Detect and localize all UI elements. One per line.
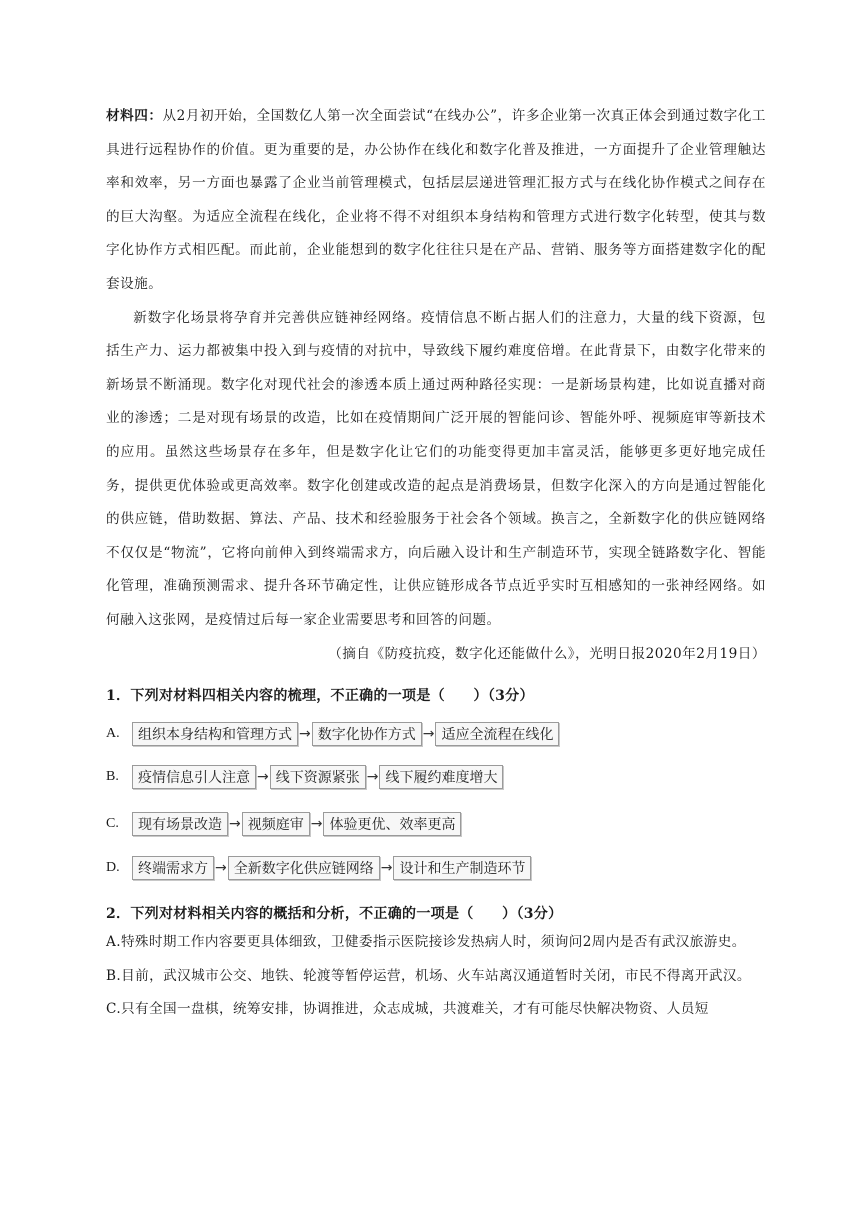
flow-step: 视频庭审: [242, 812, 310, 836]
material-four-label: 材料四：: [106, 108, 163, 124]
option-letter: A.: [106, 726, 120, 741]
right-arrow-icon: →: [229, 816, 241, 832]
question-2-option-b[interactable]: B.目前，武汉城市公交、地铁、轮渡等暂停运营，机场、火车站离汉通道暂时关闭，市民不得离开武汉。: [106, 967, 751, 984]
flow-step: 疫情信息引人注意: [132, 765, 256, 789]
material-four-paragraph-2: [106, 302, 766, 662]
source-citation: （摘自《防疫抗疫，数字化还能做什么》，光明日报2020年2月19日）: [328, 645, 766, 662]
option-letter: D.: [106, 860, 120, 875]
question-1-stem: 1．下列对材料四相关内容的梳理，不正确的一项是（ ）（3分）: [106, 688, 534, 704]
flow-step: 全新数字化供应链网络: [228, 856, 380, 880]
question-2-option-c[interactable]: C.只有全国一盘棋，统筹安排，协调推进，众志成城，共渡难关，才有可能尽快解决物资、人员短: [106, 1001, 709, 1018]
flow-step: 终端需求方: [132, 856, 214, 880]
option-letter: C.: [106, 816, 119, 831]
question-1-option-d[interactable]: [106, 856, 531, 880]
flow-step: 体验更优、效率更高: [323, 812, 461, 836]
flow-step: 线下资源紧张: [270, 765, 366, 789]
flow-step: 组织本身结构和管理方式: [132, 722, 298, 746]
right-arrow-icon: →: [299, 726, 311, 742]
question-1-option-b[interactable]: [106, 765, 503, 789]
question-1-option-c[interactable]: [106, 812, 461, 836]
option-letter: B.: [106, 769, 119, 784]
right-arrow-icon: →: [380, 860, 393, 876]
question-2-options: [106, 926, 766, 1027]
right-arrow-icon: →: [422, 726, 435, 742]
flow-step: 线下履约难度增大: [379, 765, 503, 789]
flow-step: 适应全流程在线化: [435, 722, 559, 746]
paragraph-2-text: 新数字化场景将孕育并完善供应链神经网络。疫情信息不断占据人们的注意力，大量的线下资源，包括生产力、运力都被集中投入到与疫情的对抗中，导致线下履约难度倍增。在此背景下，由数字化带来的新场景不断涌现。数字化对现代社会的渗透本质上通过两种路径实现：一是新场景构建，比如说直播对商业的渗透；二是对现有场景的改造，比如在疫情期间广泛开展的智能问诊、智能外呼、视频庭审等新技术的应用。虽然这些场景存在多年，但是数字化让它们的功能变得更加丰富灵活，能够更多更好地完成任务，提供更优体验或更高效率。数字化创建或改造的起点是消费场景，但数字化深入的方向是通过智能化的供应链，借助数据、算法、产品、技术和经验服务于社会各个领域。换言之，全新数字化的供应链网络不仅仅是“物流”，它将向前伸入到终端需求方，向后融入设计和生产制造环节，实现全链路数字化、智能化管理，准确预测需求、提升各环节确定性，让供应链形成各节点近乎实时互相感知的一张神经网络。如何融入这张网，是疫情过后每一家企业需要思考和回答的问题。: [106, 309, 766, 628]
right-arrow-icon: →: [257, 769, 269, 785]
flow-step: 数字化协作方式: [312, 722, 422, 746]
question-2-stem: 2．下列对材料相关内容的概括和分析，不正确的一项是（ ）（3分）: [106, 906, 563, 922]
material-four-passage: [106, 100, 766, 671]
right-arrow-icon: →: [310, 816, 323, 832]
flow-step: 现有场景改造: [132, 812, 228, 836]
flow-step: 设计和生产制造环节: [393, 856, 531, 880]
material-four-paragraph-1: [106, 100, 766, 302]
right-arrow-icon: →: [366, 769, 379, 785]
question-1-option-a[interactable]: [106, 722, 559, 746]
right-arrow-icon: →: [215, 860, 227, 876]
paragraph-1-text: 从2月初开始，全国数亿人第一次全面尝试“在线办公”，许多企业第一次真正体会到通过数字化工具进行远程协作的价值。更为重要的是，办公协作在线化和数字化普及推进，一方面提升了企业管理触达率和效率，另一方面也暴露了企业当前管理模式，包括层层递进管理汇报方式与在线化协作模式之间存在的巨大沟壑。为适应全流程在线化，企业将不得不对组织本身结构和管理方式进行数字化转型，使其与数字化协作方式相匹配。而此前，企业能想到的数字化往往只是在产品、营销、服务等方面搭建数字化的配套设施。: [106, 108, 767, 292]
question-2-option-a[interactable]: A.特殊时期工作内容要更具体细致，卫健委指示医院接诊发热病人时，须询问2周内是否有武汉旅游史。: [106, 934, 746, 950]
